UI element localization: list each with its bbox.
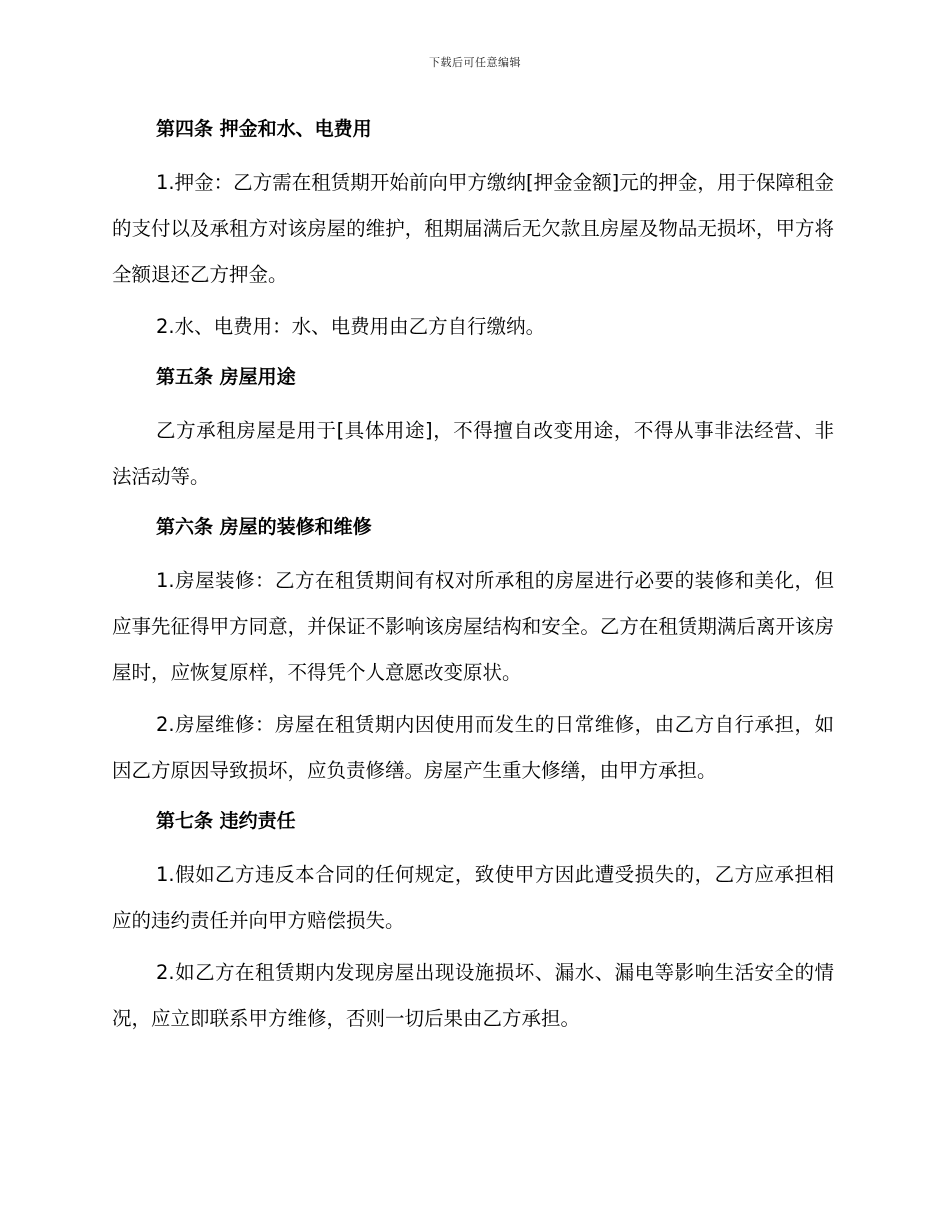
section-article-7 [112,800,834,1042]
paragraph-deposit: 1.押金：乙方需在租赁期开始前向甲方缴纳[押金金额]元的押金，用于保障租金的支付以及承租方对该房屋的维护，租期届满后无欠款且房屋及物品无损坏，甲方将全额退还乙方押金。 [112,171,834,286]
section-article-6 [112,506,834,794]
paragraph-utilities: 2.水、电费用：水、电费用由乙方自行缴纳。 [156,315,546,338]
paragraph-renovation: 1.房屋装修：乙方在租赁期间有权对所承租的房屋进行必要的装修和美化，但应事先征得甲方同意，并保证不影响该房屋结构和安全。乙方在租赁期满后离开该房屋时，应恢复原样，不得凭个人意愿改变原状。 [112,569,834,684]
header-note: 下载后可任意编辑 [429,56,521,69]
paragraph-breach: 1.假如乙方违反本合同的任何规定，致使甲方因此遭受损失的，乙方应承担相应的违约责任并向甲方赔偿损失。 [112,863,834,932]
section-title: 第六条 房屋的装修和维修 [156,516,372,538]
section-article-4 [112,108,834,350]
section-title: 第七条 违约责任 [156,810,296,832]
section-title: 第四条 押金和水、电费用 [156,118,372,140]
section-article-5 [112,356,834,500]
paragraph-safety: 2.如乙方在租赁期内发现房屋出现设施损坏、漏水、漏电等影响生活安全的情况，应立即联系甲方维修，否则一切后果由乙方承担。 [112,961,834,1030]
document-body [112,108,834,1048]
paragraph-usage: 乙方承租房屋是用于[具体用途]，不得擅自改变用途，不得从事非法经营、非法活动等。 [112,419,834,488]
paragraph-maintenance: 2.房屋维修：房屋在租赁期内因使用而发生的日常维修，由乙方自行承担，如因乙方原因导致损坏，应负责修缮。房屋产生重大修缮，由甲方承担。 [112,713,834,782]
section-title: 第五条 房屋用途 [156,366,296,388]
